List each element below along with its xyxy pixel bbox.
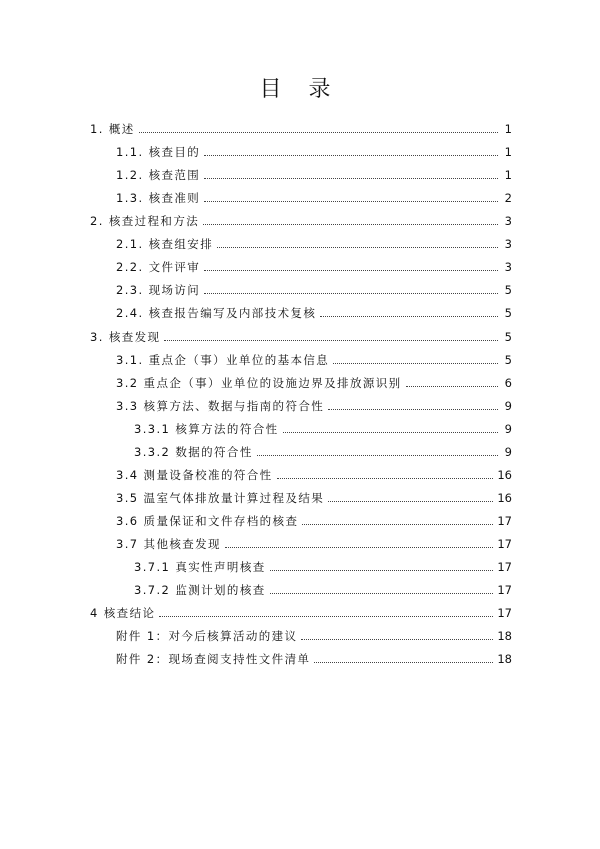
- dot-leader: [320, 316, 498, 317]
- toc-entry-label: 3.7 其他核查发现: [116, 537, 221, 551]
- toc-entry-label: 1.2. 核查范围: [116, 168, 201, 182]
- toc-entry[interactable]: [134, 439, 512, 459]
- toc-entry-label: 2.2. 文件评审: [116, 260, 201, 274]
- toc-entry[interactable]: [116, 162, 512, 182]
- toc-entry[interactable]: [116, 370, 512, 390]
- toc-entry-label: 3.2 重点企（事）业单位的设施边界及排放源识别: [116, 376, 402, 390]
- dot-leader: [406, 386, 498, 387]
- toc-page-number: 16: [497, 468, 512, 482]
- toc-entry[interactable]: [116, 347, 512, 367]
- dot-leader: [270, 593, 494, 594]
- toc-page-number: 1: [504, 122, 512, 136]
- toc-page-number: 16: [497, 491, 512, 505]
- toc-entry-label: 3.3.2 数据的符合性: [134, 445, 253, 459]
- toc-page-number: 17: [497, 537, 512, 551]
- toc-entry[interactable]: [116, 508, 512, 528]
- toc-page-number: 6: [504, 376, 512, 390]
- toc-entry-label: 3.4 测量设备校准的符合性: [116, 468, 273, 482]
- toc-page-number: 5: [504, 330, 512, 344]
- toc-page-number: 2: [504, 191, 512, 205]
- dot-leader: [217, 247, 498, 248]
- dot-leader: [159, 616, 493, 617]
- dot-leader: [204, 201, 498, 202]
- toc-entry[interactable]: [116, 231, 512, 251]
- toc-entry[interactable]: [116, 300, 512, 320]
- dot-leader: [204, 270, 498, 271]
- toc-entry-label: 3. 核查发现: [90, 330, 161, 344]
- toc-page-number: 3: [504, 214, 512, 228]
- dot-leader: [328, 501, 493, 502]
- toc-entry[interactable]: [116, 485, 512, 505]
- dot-leader: [302, 524, 493, 525]
- toc-entry-label: 3.7.2 监测计划的核查: [134, 583, 266, 597]
- toc-entry-label: 2. 核查过程和方法: [90, 214, 200, 228]
- toc-entry[interactable]: [116, 462, 512, 482]
- toc-page-number: 9: [504, 422, 512, 436]
- toc-entry[interactable]: [90, 324, 512, 344]
- toc-entry[interactable]: [134, 416, 512, 436]
- dot-leader: [333, 363, 498, 364]
- toc-page-number: 18: [497, 652, 512, 666]
- toc-entry[interactable]: [116, 531, 512, 551]
- toc-entry-label: 4 核查结论: [90, 606, 156, 620]
- toc-entry-label: 2.3. 现场访问: [116, 283, 201, 297]
- dot-leader: [257, 455, 498, 456]
- toc-page-number: 1: [504, 145, 512, 159]
- dot-leader: [277, 478, 494, 479]
- dot-leader: [204, 155, 498, 156]
- toc-entry-label: 1. 概述: [90, 122, 135, 136]
- toc-entry[interactable]: [134, 554, 512, 574]
- dot-leader: [314, 662, 493, 663]
- toc-entry-label: 2.4. 核查报告编写及内部技术复核: [116, 306, 317, 320]
- toc-page-number: 5: [504, 353, 512, 367]
- page-title: 目 录: [259, 77, 341, 102]
- toc-entry[interactable]: [134, 577, 512, 597]
- dot-leader: [270, 570, 494, 571]
- toc-page-number: 17: [497, 514, 512, 528]
- toc-page-number: 18: [497, 629, 512, 643]
- toc-entry-label: 3.3.1 核算方法的符合性: [134, 422, 279, 436]
- toc-entry[interactable]: [90, 116, 512, 136]
- dot-leader: [204, 178, 498, 179]
- toc-entry-label: 3.5 温室气体排放量计算过程及结果: [116, 491, 325, 505]
- toc-page-number: 17: [497, 606, 512, 620]
- toc-entry-label: 附件 1：对今后核算活动的建议: [116, 629, 298, 643]
- toc-page-number: 9: [504, 399, 512, 413]
- toc-entry[interactable]: [116, 277, 512, 297]
- toc-entry[interactable]: [90, 600, 512, 620]
- dot-leader: [139, 132, 498, 133]
- toc-page-number: 5: [504, 306, 512, 320]
- toc-entry[interactable]: [116, 623, 512, 643]
- toc-entry[interactable]: [116, 646, 512, 666]
- toc-page-number: 5: [504, 283, 512, 297]
- dot-leader: [225, 547, 493, 548]
- dot-leader: [283, 432, 498, 433]
- toc-page-number: 17: [497, 583, 512, 597]
- toc-entry[interactable]: [116, 254, 512, 274]
- toc-page-number: 3: [504, 237, 512, 251]
- toc-entry-label: 3.3 核算方法、数据与指南的符合性: [116, 399, 325, 413]
- toc-entry-label: 3.1. 重点企（事）业单位的基本信息: [116, 353, 330, 367]
- dot-leader: [203, 224, 498, 225]
- toc-entry[interactable]: [116, 139, 512, 159]
- dot-leader: [301, 639, 493, 640]
- dot-leader: [164, 340, 498, 341]
- toc-page-number: 3: [504, 260, 512, 274]
- toc-entry[interactable]: [116, 393, 512, 413]
- toc-entry-label: 1.3. 核查准则: [116, 191, 201, 205]
- toc-entry-label: 3.7.1 真实性声明核查: [134, 560, 266, 574]
- toc-entry-label: 1.1. 核查目的: [116, 145, 201, 159]
- dot-leader: [328, 409, 498, 410]
- toc-page-number: 1: [504, 168, 512, 182]
- toc-entry-label: 附件 2：现场查阅支持性文件清单: [116, 652, 311, 666]
- toc-page-number: 17: [497, 560, 512, 574]
- toc-entry[interactable]: [90, 208, 512, 228]
- toc-entry-label: 2.1. 核查组安排: [116, 237, 214, 251]
- toc-entry[interactable]: [116, 185, 512, 205]
- toc-page-number: 9: [504, 445, 512, 459]
- dot-leader: [204, 293, 498, 294]
- toc-entry-label: 3.6 质量保证和文件存档的核查: [116, 514, 299, 528]
